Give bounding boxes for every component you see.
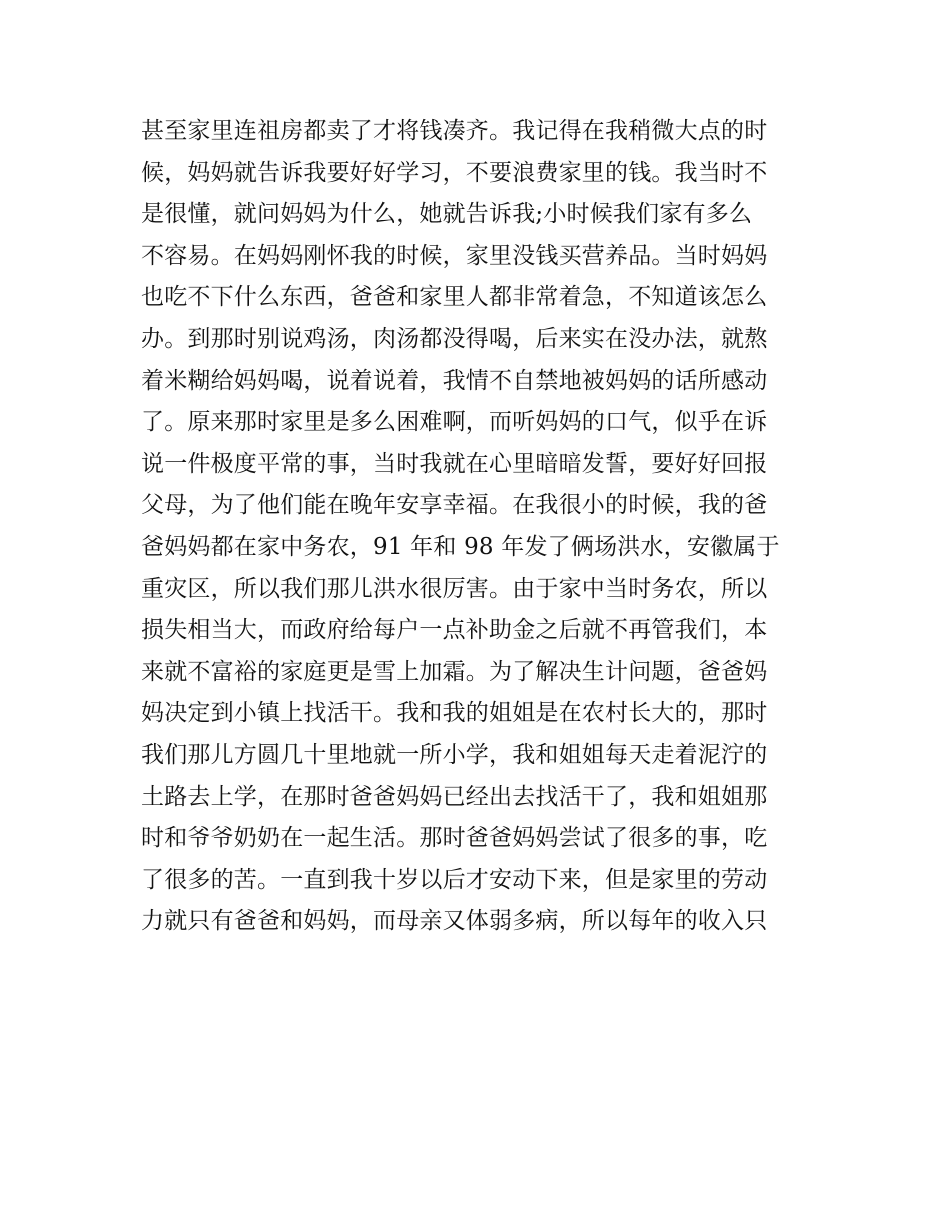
text-line: 办。到那时别说鸡汤，肉汤都没得喝，后来实在没办法，就熬 <box>141 325 768 352</box>
text-line: 父母，为了他们能在晚年安享幸福。在我很小的时候，我的爸 <box>141 492 768 519</box>
text-line: 来就不富裕的家庭更是雪上加霜。为了解决生计问题，爸爸妈 <box>141 658 768 685</box>
text-line: 损失相当大，而政府给每户一点补助金之后就不再管我们，本 <box>141 617 768 644</box>
text-line: 甚至家里连祖房都卖了才将钱凑齐。我记得在我稍微大点的时 <box>141 118 768 144</box>
text-line: 候，妈妈就告诉我要好好学习，不要浪费家里的钱。我当时不 <box>141 159 768 186</box>
body-text <box>141 111 821 943</box>
text-line: 也吃不下什么东西，爸爸和家里人都非常着急，不知道该怎么 <box>141 284 768 311</box>
text-line: 了很多的苦。一直到我十岁以后才安动下来，但是家里的劳动 <box>141 866 768 893</box>
text-line: 时和爷爷奶奶在一起生活。那时爸爸妈妈尝试了很多的事，吃 <box>141 825 768 852</box>
text-line: 我们那儿方圆几十里地就一所小学，我和姐姐每天走着泥泞的 <box>141 741 768 768</box>
text-line: 了。原来那时家里是多么困难啊，而听妈妈的口气，似乎在诉 <box>141 409 768 436</box>
text-line: 力就只有爸爸和妈妈，而母亲又体弱多病，所以每年的收入只 <box>141 908 768 935</box>
text-line: 爸妈妈都在家中务农，91 年和 98 年发了俩场洪水，安徽属于 <box>141 533 780 560</box>
text-line: 不容易。在妈妈刚怀我的时候，家里没钱买营养品。当时妈妈 <box>141 242 768 269</box>
text-line: 土路去上学，在那时爸爸妈妈已经出去找活干了，我和姐姐那 <box>141 783 768 810</box>
text-line: 是很懂，就问妈妈为什么，她就告诉我;小时候我们家有多么 <box>141 201 753 228</box>
text-line: 重灾区，所以我们那儿洪水很厉害。由于家中当时务农，所以 <box>141 575 768 602</box>
text-line: 着米糊给妈妈喝，说着说着，我情不自禁地被妈妈的话所感动 <box>141 367 768 394</box>
text-line: 妈决定到小镇上找活干。我和我的姐姐是在农村长大的，那时 <box>141 700 768 727</box>
text-line: 说一件极度平常的事，当时我就在心里暗暗发誓，要好好回报 <box>141 450 768 477</box>
